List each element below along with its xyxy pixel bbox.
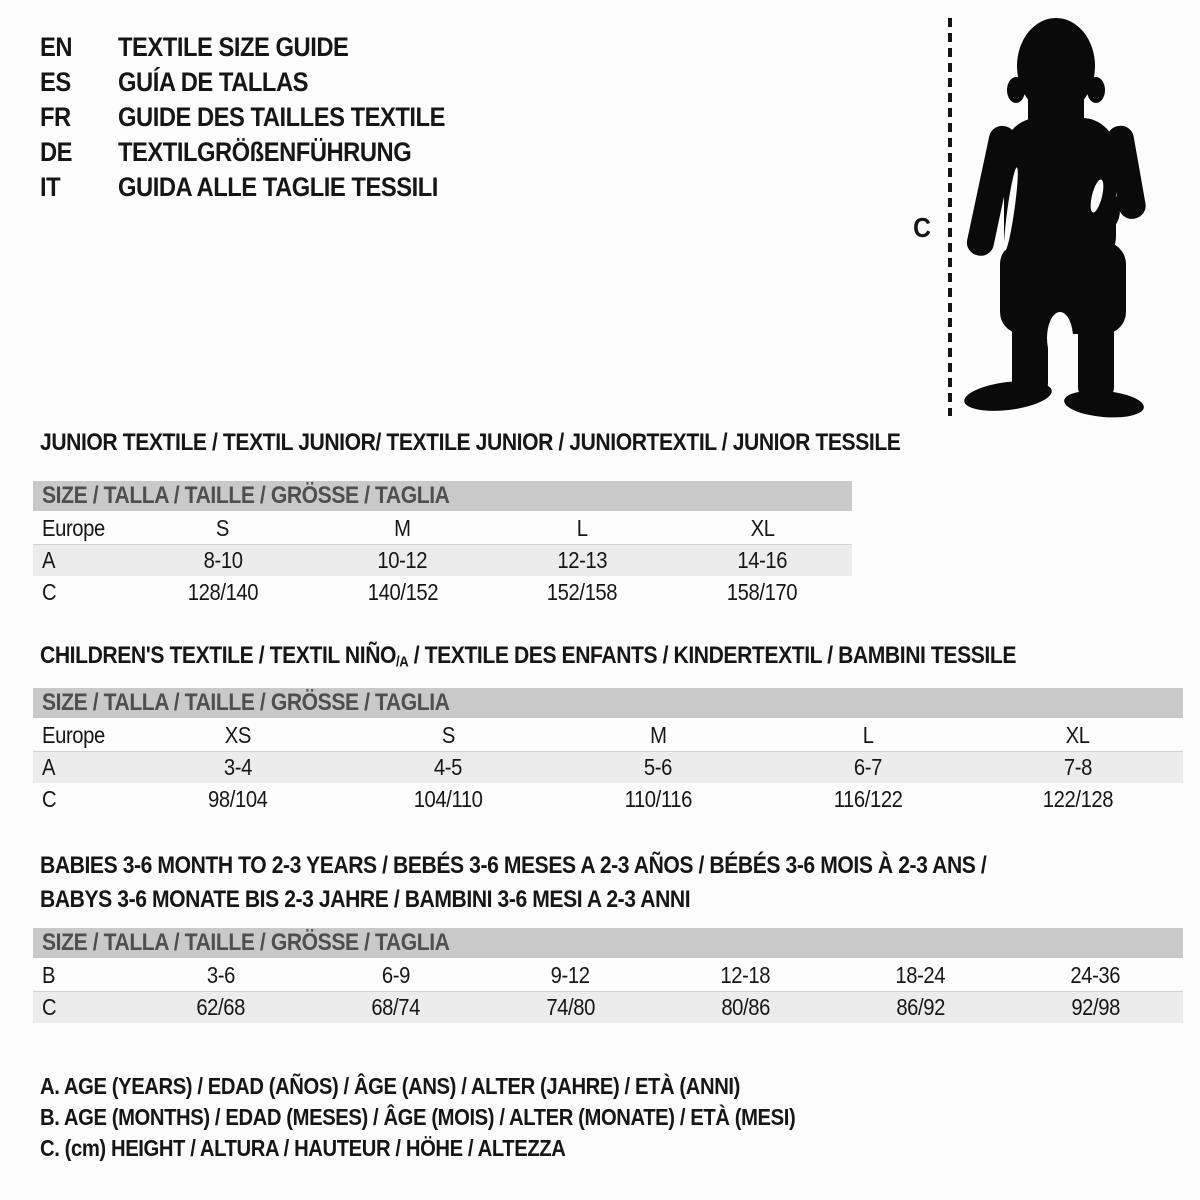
size-cell: 152/158: [547, 578, 618, 605]
size-cell: 98/104: [208, 785, 268, 812]
row-label: Europe: [42, 514, 105, 541]
size-cell: 116/122: [833, 785, 903, 812]
babies-size-bar: SIZE / TALLA / TAILLE / GRÖSSE / TAGLIA: [33, 928, 1183, 958]
guide-title: TEXTILE SIZE GUIDE: [118, 32, 349, 62]
row-label: A: [42, 547, 56, 573]
legend-line-c: C. (cm) HEIGHT / ALTURA / HAUTEUR / HÖHE / ALTEZZA: [40, 1135, 566, 1161]
size-cell: 12-13: [557, 547, 608, 573]
lang-row-fr: [40, 100, 490, 135]
guide-title: GUIDA ALLE TAGLIE TESSILI: [118, 172, 438, 202]
table-row: [33, 512, 852, 544]
babies-size-table: [33, 959, 1183, 1023]
lang-code: IT: [40, 172, 61, 202]
row-label: C: [42, 785, 57, 812]
size-cell: XS: [224, 721, 252, 748]
children-section-title: CHILDREN'S TEXTILE / TEXTIL $NIÑO_{/A}$ / TEXTILE DES ENFANTS / KINDERTEXTIL / BAMBINI TESSILE: [40, 642, 1016, 671]
size-cell: 9-12: [551, 961, 590, 988]
size-cell: 80/86: [721, 994, 770, 1020]
size-cell: 62/68: [196, 994, 245, 1020]
size-cell: 6-9: [381, 961, 410, 988]
size-cell: 122/128: [1042, 785, 1114, 812]
size-cell: S: [216, 514, 230, 541]
size-cell: 24-36: [1070, 961, 1121, 988]
size-cell: L: [862, 721, 874, 748]
size-cell: 140/152: [367, 578, 438, 605]
row-label: A: [42, 754, 56, 780]
babies-section-title-line2: BABYS 3-6 MONATE BIS 2-3 JAHRE / BAMBINI 3-6 MESI A 2-3 ANNI: [40, 886, 691, 913]
legend-line-b: B. AGE (MONTHS) / EDAD (MESES) / ÂGE (MOIS) / ALTER (MONATE) / ETÀ (MESI): [40, 1104, 796, 1130]
size-cell: M: [394, 514, 411, 541]
size-cell: 3-6: [206, 961, 235, 988]
row-label: Europe: [42, 721, 105, 748]
junior-section-title: JUNIOR TEXTILE / TEXTIL JUNIOR/ TEXTILE JUNIOR / JUNIORTEXTIL / JUNIOR TESSILE: [40, 429, 901, 456]
table-row: [33, 959, 1183, 991]
size-cell: 68/74: [371, 994, 420, 1020]
lang-code: FR: [40, 102, 71, 132]
size-cell: 12-18: [720, 961, 771, 988]
guide-title: TEXTILGRÖßENFÜHRUNG: [118, 137, 412, 167]
children-size-bar: SIZE / TALLA / TAILLE / GRÖSSE / TAGLIA: [33, 688, 1183, 718]
toddler-silhouette-icon: [956, 14, 1146, 420]
size-cell: S: [441, 721, 455, 748]
size-cell: 10-12: [377, 547, 428, 573]
language-title-block: [40, 30, 490, 205]
lang-code: EN: [40, 32, 73, 62]
height-measure-label: C: [913, 212, 931, 243]
table-row: [33, 719, 1183, 751]
lang-code: ES: [40, 67, 71, 97]
junior-size-bar: SIZE / TALLA / TAILLE / GRÖSSE / TAGLIA: [33, 481, 852, 511]
lang-row-it: [40, 170, 490, 205]
lang-code: DE: [40, 137, 73, 167]
size-cell: 6-7: [853, 754, 883, 780]
height-measure-dashed-line: [948, 18, 952, 416]
table-row: [33, 991, 1183, 1023]
row-label: B: [42, 961, 56, 988]
table-row: [33, 544, 852, 576]
babies-section-title-line1: BABIES 3-6 MONTH TO 2-3 YEARS / BEBÉS 3-6 MESES A 2-3 AÑOS / BÉBÉS 3-6 MOIS À 2-3 ANS /: [40, 852, 987, 879]
guide-title: GUÍA DE TALLAS: [118, 67, 309, 97]
size-cell: 128/140: [187, 578, 259, 605]
table-row: [33, 576, 852, 608]
size-cell: 158/170: [726, 578, 798, 605]
children-size-table: [33, 719, 1183, 815]
size-cell: 7-8: [1063, 754, 1093, 780]
size-cell: 4-5: [433, 754, 463, 780]
size-cell: XL: [1066, 721, 1090, 748]
size-cell: 8-10: [203, 547, 243, 573]
size-cell: 3-4: [223, 754, 253, 780]
table-row: [33, 783, 1183, 815]
lang-row-en: [40, 30, 490, 65]
legend-line-a: A. AGE (YEARS) / EDAD (AÑOS) / ÂGE (ANS) / ALTER (JAHRE) / ETÀ (ANNI): [40, 1073, 740, 1099]
size-cell: 14-16: [737, 547, 787, 573]
size-cell: 74/80: [546, 994, 595, 1020]
row-label: C: [42, 994, 57, 1020]
size-cell: XL: [750, 514, 775, 541]
lang-row-de: [40, 135, 490, 170]
table-row: [33, 751, 1183, 783]
row-label: C: [42, 578, 57, 605]
size-cell: 5-6: [643, 754, 673, 780]
junior-size-table: [33, 512, 852, 608]
lang-row-es: [40, 65, 490, 100]
size-cell: M: [649, 721, 667, 748]
size-cell: 104/110: [413, 785, 483, 812]
size-cell: 92/98: [1071, 994, 1120, 1020]
size-cell: 18-24: [895, 961, 946, 988]
size-cell: 110/116: [624, 785, 692, 812]
guide-title: GUIDE DES TAILLES TEXTILE: [118, 102, 445, 132]
size-cell: 86/92: [896, 994, 945, 1020]
size-cell: L: [576, 514, 588, 541]
